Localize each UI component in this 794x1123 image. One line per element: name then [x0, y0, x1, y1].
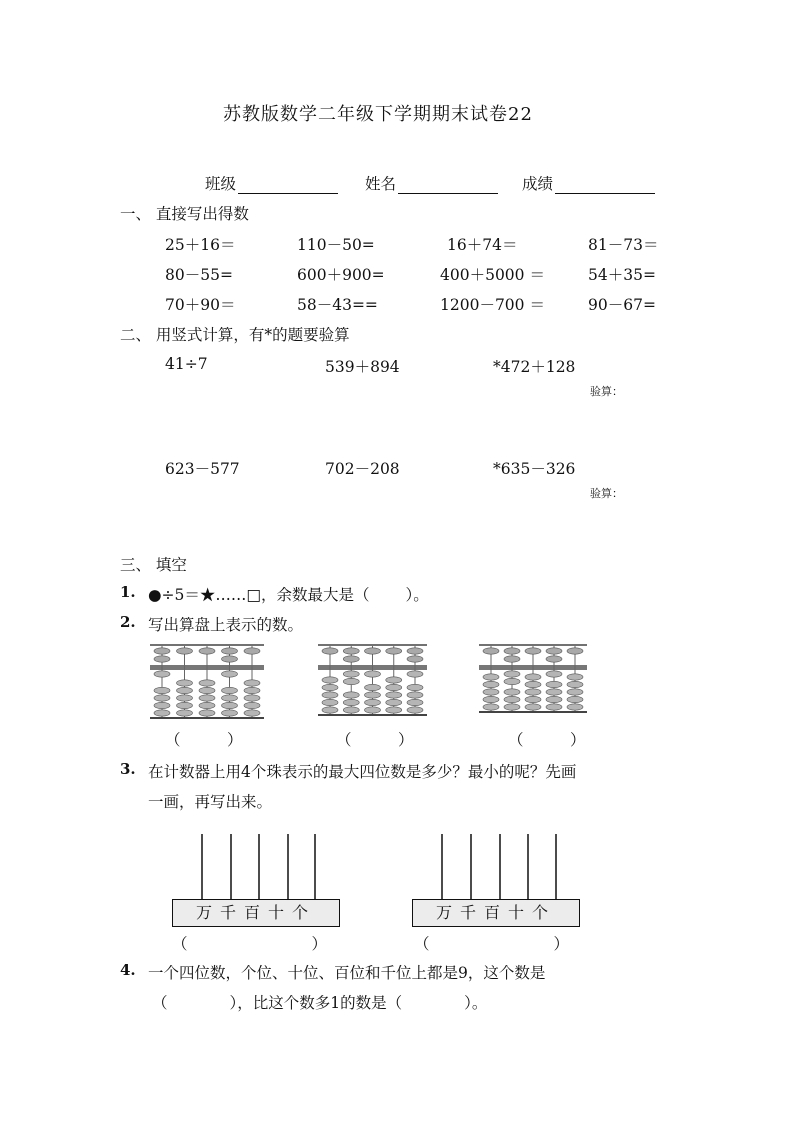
calc-item: 25＋16＝	[165, 236, 236, 254]
abacus-answer-blank[interactable]: （ ）	[165, 731, 243, 749]
score-label: 成绩	[522, 175, 554, 193]
counter-rods	[410, 832, 590, 902]
calc-item: 16＋74＝	[447, 236, 518, 254]
question-3-text: 在计数器上用4个珠表示的最大四位数是多少？最小的呢？先画	[148, 763, 577, 781]
vertical-calc-item: *635－326	[493, 460, 576, 478]
calc-item: 110－50=	[297, 236, 375, 254]
calc-item: 600＋900=	[297, 266, 385, 284]
page-title: 苏教版数学二年级下学期期末试卷22	[223, 104, 533, 125]
vertical-calc-item: 702－208	[325, 460, 400, 478]
class-field	[205, 172, 338, 194]
name-blank[interactable]	[398, 179, 498, 194]
counter-place-labels: 万千百十个	[195, 903, 316, 922]
class-label: 班级	[205, 175, 237, 193]
counter-rods	[170, 832, 350, 902]
class-blank[interactable]	[238, 179, 338, 194]
abacus-answer-blank[interactable]: （ ）	[336, 731, 414, 749]
check-label: 验算：	[590, 385, 623, 398]
counter-place-labels: 万千百十个	[435, 903, 556, 922]
check-label: 验算：	[590, 487, 623, 500]
abacus-image	[316, 643, 429, 718]
calc-item: 54＋35=	[588, 266, 656, 284]
calc-item: 90－67=	[588, 296, 656, 314]
question-2-text: 写出算盘上表示的数。	[148, 616, 304, 634]
score-blank[interactable]	[555, 179, 655, 194]
calc-item: 1200－700 ＝	[440, 296, 545, 314]
section2-heading: 二、 用竖式计算，有*的题要验算	[120, 326, 350, 344]
question-number: 3.	[120, 760, 136, 778]
calc-item: 80－55=	[165, 266, 233, 284]
score-field	[522, 172, 655, 194]
calc-item: 400＋5000 ＝	[440, 266, 545, 284]
calc-item: 70＋90＝	[165, 296, 236, 314]
vertical-calc-item: 623－577	[165, 460, 240, 478]
question-number: 2.	[120, 613, 136, 631]
counter-base	[172, 899, 340, 927]
question-1-text: ●÷5＝★……□，余数最大是（ ）。	[148, 586, 429, 604]
section1-heading: 一、 直接写出得数	[120, 205, 249, 223]
abacus-image	[477, 643, 589, 715]
name-label: 姓名	[365, 175, 397, 193]
counter-base	[412, 899, 580, 927]
counter-answer-blank[interactable]: （ ）	[172, 935, 328, 953]
section3-heading: 三、 填空	[120, 556, 187, 574]
calc-item: 81－73＝	[588, 236, 659, 254]
counter-answer-blank[interactable]: （ ）	[414, 935, 570, 953]
question-number: 4.	[120, 961, 136, 979]
abacus-answer-blank[interactable]: （ ）	[508, 731, 586, 749]
vertical-calc-item: 539＋894	[325, 358, 400, 376]
abacus-image	[148, 643, 266, 721]
calc-item: 58－43==	[297, 296, 378, 314]
vertical-calc-item: *472＋128	[493, 358, 576, 376]
question-3-text: 一画，再写出来。	[148, 793, 273, 811]
vertical-calc-item: 41÷7	[165, 355, 208, 373]
question-4-text: （ ），比这个数多1的数是（ ）。	[152, 994, 488, 1012]
question-4-text: 一个四位数，个位、十位、百位和千位上都是9，这个数是	[148, 964, 546, 982]
question-number: 1.	[120, 583, 136, 601]
name-field	[365, 172, 498, 194]
